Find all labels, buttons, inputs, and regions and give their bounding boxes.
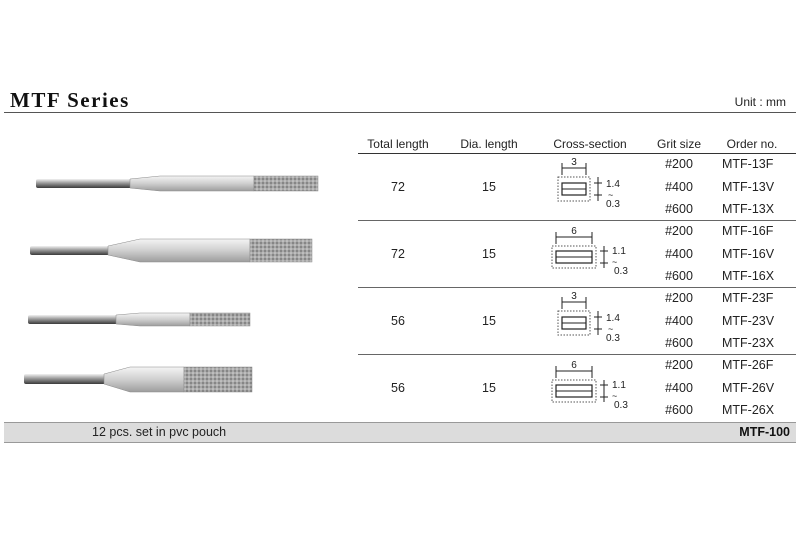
row-3-total-length: 56: [391, 314, 405, 328]
row-2-xs-width: 6: [571, 226, 577, 237]
row-3-grit-3: #600: [665, 336, 693, 350]
row-3-order-3: MTF-23X: [722, 336, 775, 350]
row-2-order-3: MTF-16X: [722, 269, 775, 283]
set-order-number: MTF-100: [739, 425, 790, 439]
row-2-grit-3: #600: [665, 269, 693, 283]
row-4-grit-2: #400: [665, 381, 693, 395]
header-divider: [358, 153, 796, 154]
file-image-mtf-16: [28, 234, 328, 266]
header-grit-size: Grit size: [656, 137, 701, 151]
row-4-order-2: MTF-26V: [722, 381, 775, 395]
row-4-xs-thickness: 1.1: [612, 380, 626, 391]
row-3-xs-width: 3: [571, 291, 577, 302]
header-cross-section: Cross-section: [553, 137, 627, 151]
svg-text:~: ~: [612, 391, 618, 401]
row-3-order-2: MTF-23V: [722, 314, 775, 328]
row-2-order-2: MTF-16V: [722, 247, 775, 261]
row-3-grit-1: #200: [665, 291, 693, 305]
cross-section-diagram-row-4: [548, 358, 638, 416]
svg-text:~: ~: [608, 190, 614, 200]
cross-section-diagram-row-3: [548, 291, 638, 349]
row-divider: [358, 287, 796, 288]
unit-label: Unit : mm: [734, 95, 786, 109]
svg-text:~: ~: [608, 324, 614, 334]
header-total-length: Total length: [367, 137, 429, 151]
row-1-dia-length: 15: [482, 180, 496, 194]
title-divider: [4, 112, 796, 113]
row-1-grit-3: #600: [665, 202, 693, 216]
header-order-no: Order no.: [726, 137, 778, 151]
row-1-order-1: MTF-13F: [722, 157, 774, 171]
row-4-order-1: MTF-26F: [722, 358, 774, 372]
header-dia-length: Dia. length: [460, 137, 518, 151]
row-divider: [358, 354, 796, 355]
row-4-grit-1: #200: [665, 358, 693, 372]
set-description: 12 pcs. set in pvc pouch: [92, 425, 227, 439]
cross-section-diagram-row-2: [548, 224, 638, 282]
row-4-grit-3: #600: [665, 403, 693, 417]
file-image-mtf-26: [22, 362, 272, 396]
row-2-total-length: 72: [391, 247, 405, 261]
row-4-total-length: 56: [391, 381, 405, 395]
row-4-order-3: MTF-26X: [722, 403, 775, 417]
file-image-mtf-13: [30, 170, 330, 198]
row-1-xs-thickness: 1.4: [606, 179, 620, 190]
row-2-xs-thickness: 1.1: [612, 246, 626, 257]
row-1-grit-1: #200: [665, 157, 693, 171]
row-4-dia-length: 15: [482, 381, 496, 395]
row-4-xs-tolerance: 0.3: [614, 400, 628, 411]
row-divider: [358, 220, 796, 221]
row-3-dia-length: 15: [482, 314, 496, 328]
set-footer-bar: [4, 422, 796, 443]
row-3-grit-2: #400: [665, 314, 693, 328]
cross-section-diagram-row-1: [548, 157, 638, 215]
page-title: MTF Series: [10, 88, 130, 112]
row-1-order-2: MTF-13V: [722, 180, 775, 194]
row-2-dia-length: 15: [482, 247, 496, 261]
row-3-order-1: MTF-23F: [722, 291, 774, 305]
row-1-order-3: MTF-13X: [722, 202, 775, 216]
row-1-total-length: 72: [391, 180, 405, 194]
row-2-order-1: MTF-16F: [722, 224, 774, 238]
row-3-xs-thickness: 1.4: [606, 313, 620, 324]
row-2-xs-tolerance: 0.3: [614, 266, 628, 277]
row-3-xs-tolerance: 0.3: [606, 333, 620, 344]
file-image-mtf-23: [24, 306, 264, 332]
row-1-xs-tolerance: 0.3: [606, 199, 620, 210]
row-1-xs-width: 3: [571, 157, 577, 168]
row-1-grit-2: #400: [665, 180, 693, 194]
row-4-xs-width: 6: [571, 360, 577, 371]
row-2-grit-1: #200: [665, 224, 693, 238]
svg-text:~: ~: [612, 257, 618, 267]
row-2-grit-2: #400: [665, 247, 693, 261]
